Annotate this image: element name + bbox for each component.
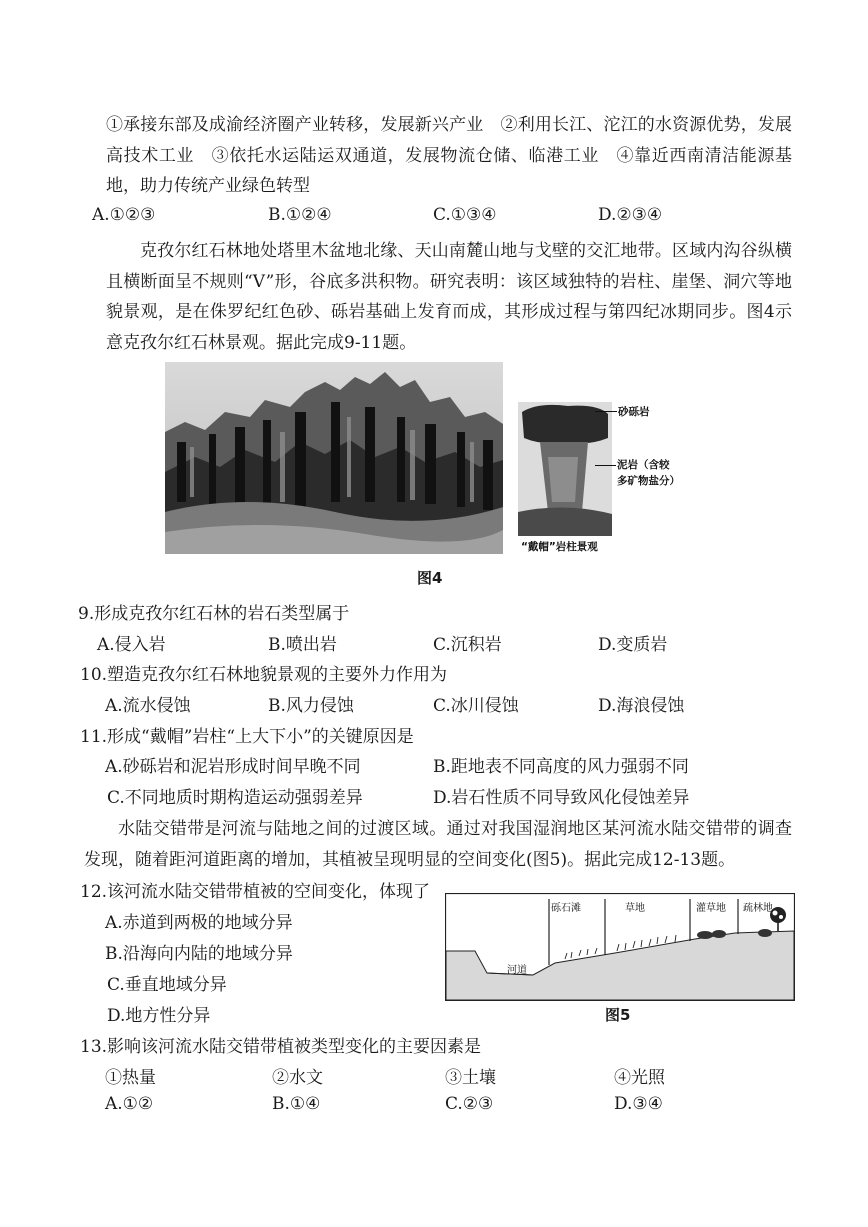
figure-4 bbox=[165, 362, 725, 592]
zone-label-sparse-forest: 疏林地 bbox=[743, 903, 773, 914]
q12-option-d: D.地方性分异 bbox=[107, 1006, 211, 1026]
annotation-leader-line-mid bbox=[595, 465, 616, 466]
river-channel-label: 河道 bbox=[507, 965, 527, 976]
q8-option-b: B.①②④ bbox=[268, 205, 332, 225]
annotation-mudstone-line1: 泥岩（含较 bbox=[617, 459, 670, 471]
figure-5-label: 图5 bbox=[605, 1006, 631, 1024]
zone-label-shrub-grassland: 灌草地 bbox=[696, 903, 726, 914]
q13-option-c: C.②③ bbox=[445, 1094, 494, 1114]
stone-forest-photo bbox=[165, 362, 503, 554]
q12-stem: 12.该河流水陆交错带植被的空间变化，体现了 bbox=[80, 882, 431, 902]
q13-factor-soil: ③土壤 bbox=[445, 1068, 496, 1088]
q10-option-d: D.海浪侵蚀 bbox=[598, 696, 685, 716]
figure-4-label: 图4 bbox=[417, 569, 443, 587]
capped-rock-pillar-photo bbox=[518, 402, 612, 536]
q13-option-d: D.③④ bbox=[614, 1094, 663, 1114]
q13-factor-heat: ①热量 bbox=[105, 1068, 156, 1088]
q9-option-a: A.侵入岩 bbox=[97, 635, 166, 655]
zone-label-grassland: 草地 bbox=[625, 903, 645, 914]
q11-option-b: B.距地表不同高度的风力强弱不同 bbox=[433, 757, 689, 777]
q8-option-d: D.②③④ bbox=[598, 205, 663, 225]
capped-pillar-caption: “戴帽”岩柱景观 bbox=[521, 541, 598, 553]
q10-stem: 10.塑造克孜尔红石林地貌景观的主要外力作用为 bbox=[80, 665, 448, 685]
q9-option-d: D.变质岩 bbox=[598, 635, 668, 655]
q13-factor-hydrology: ②水文 bbox=[272, 1068, 323, 1088]
q12-option-a: A.赤道到两极的地域分异 bbox=[105, 913, 293, 933]
q10-option-a: A.流水侵蚀 bbox=[105, 696, 191, 716]
q10-option-b: B.风力侵蚀 bbox=[268, 696, 354, 716]
zone-label-gravel-beach: 砾石滩 bbox=[551, 903, 581, 914]
q11-option-c: C.不同地质时期构造运动强弱差异 bbox=[107, 788, 363, 808]
passage-kizil-red-stone-forest: 克孜尔红石林地处塔里木盆地北缘、天山南麓山地与戈壁的交汇地带。区域内沟谷纵横且横断面呈不规则“V”形，谷底多洪积物。研究表明：该区域独特的岩柱、崖堡、洞穴等地貌景观，是在侏罗纪红色砂、砾岩基础上发育而成，其形成过程与第四纪冰期同步。图4示意克孜尔红石林景观。据此完成9-11题。 bbox=[106, 241, 792, 353]
annotation-conglomerate-sandstone: 砂砾岩 bbox=[618, 406, 650, 418]
q13-factor-light: ④光照 bbox=[614, 1068, 665, 1088]
q11-stem: 11.形成“戴帽”岩柱“上大下小”的关键原因是 bbox=[80, 727, 414, 747]
q9-option-c: C.沉积岩 bbox=[433, 635, 502, 655]
q12-option-c: C.垂直地域分异 bbox=[107, 975, 227, 995]
q11-option-a: A.砂砾岩和泥岩形成时间早晚不同 bbox=[105, 757, 361, 777]
passage-riparian-ecotone: 水陆交错带是河流与陆地之间的过渡区域。通过对我国湿润地区某河流水陆交错带的调查发现，随着距河道距离的增加，其植被呈现明显的空间变化(图5)。据此完成12-13题。 bbox=[84, 819, 792, 870]
q12-option-b: B.沿海向内陆的地域分异 bbox=[105, 944, 293, 964]
q8-statements: ①承接东部及成渝经济圈产业转移，发展新兴产业 ②利用长江、沱江的水资源优势，发展高技术工业 ③依托水运陆运双通道，发展物流仓储、临港工业 ④靠近西南清洁能源基地，助力传统产业绿色转型 bbox=[106, 115, 792, 196]
figure-5 bbox=[445, 893, 795, 1023]
q13-option-b: B.①④ bbox=[272, 1094, 321, 1114]
q13-stem: 13.影响该河流水陆交错带植被类型变化的主要因素是 bbox=[80, 1037, 482, 1057]
q11-option-d: D.岩石性质不同导致风化侵蚀差异 bbox=[433, 788, 690, 808]
q9-stem: 9.形成克孜尔红石林的岩石类型属于 bbox=[78, 604, 350, 624]
annotation-mudstone-line2: 多矿物盐分） bbox=[617, 475, 680, 487]
q8-option-a: A.①②③ bbox=[92, 205, 156, 225]
q9-option-b: B.喷出岩 bbox=[268, 635, 337, 655]
q8-option-c: C.①③④ bbox=[433, 205, 497, 225]
q10-option-c: C.冰川侵蚀 bbox=[433, 696, 519, 716]
annotation-leader-line-top bbox=[595, 411, 617, 412]
q13-option-a: A.①② bbox=[105, 1094, 154, 1114]
